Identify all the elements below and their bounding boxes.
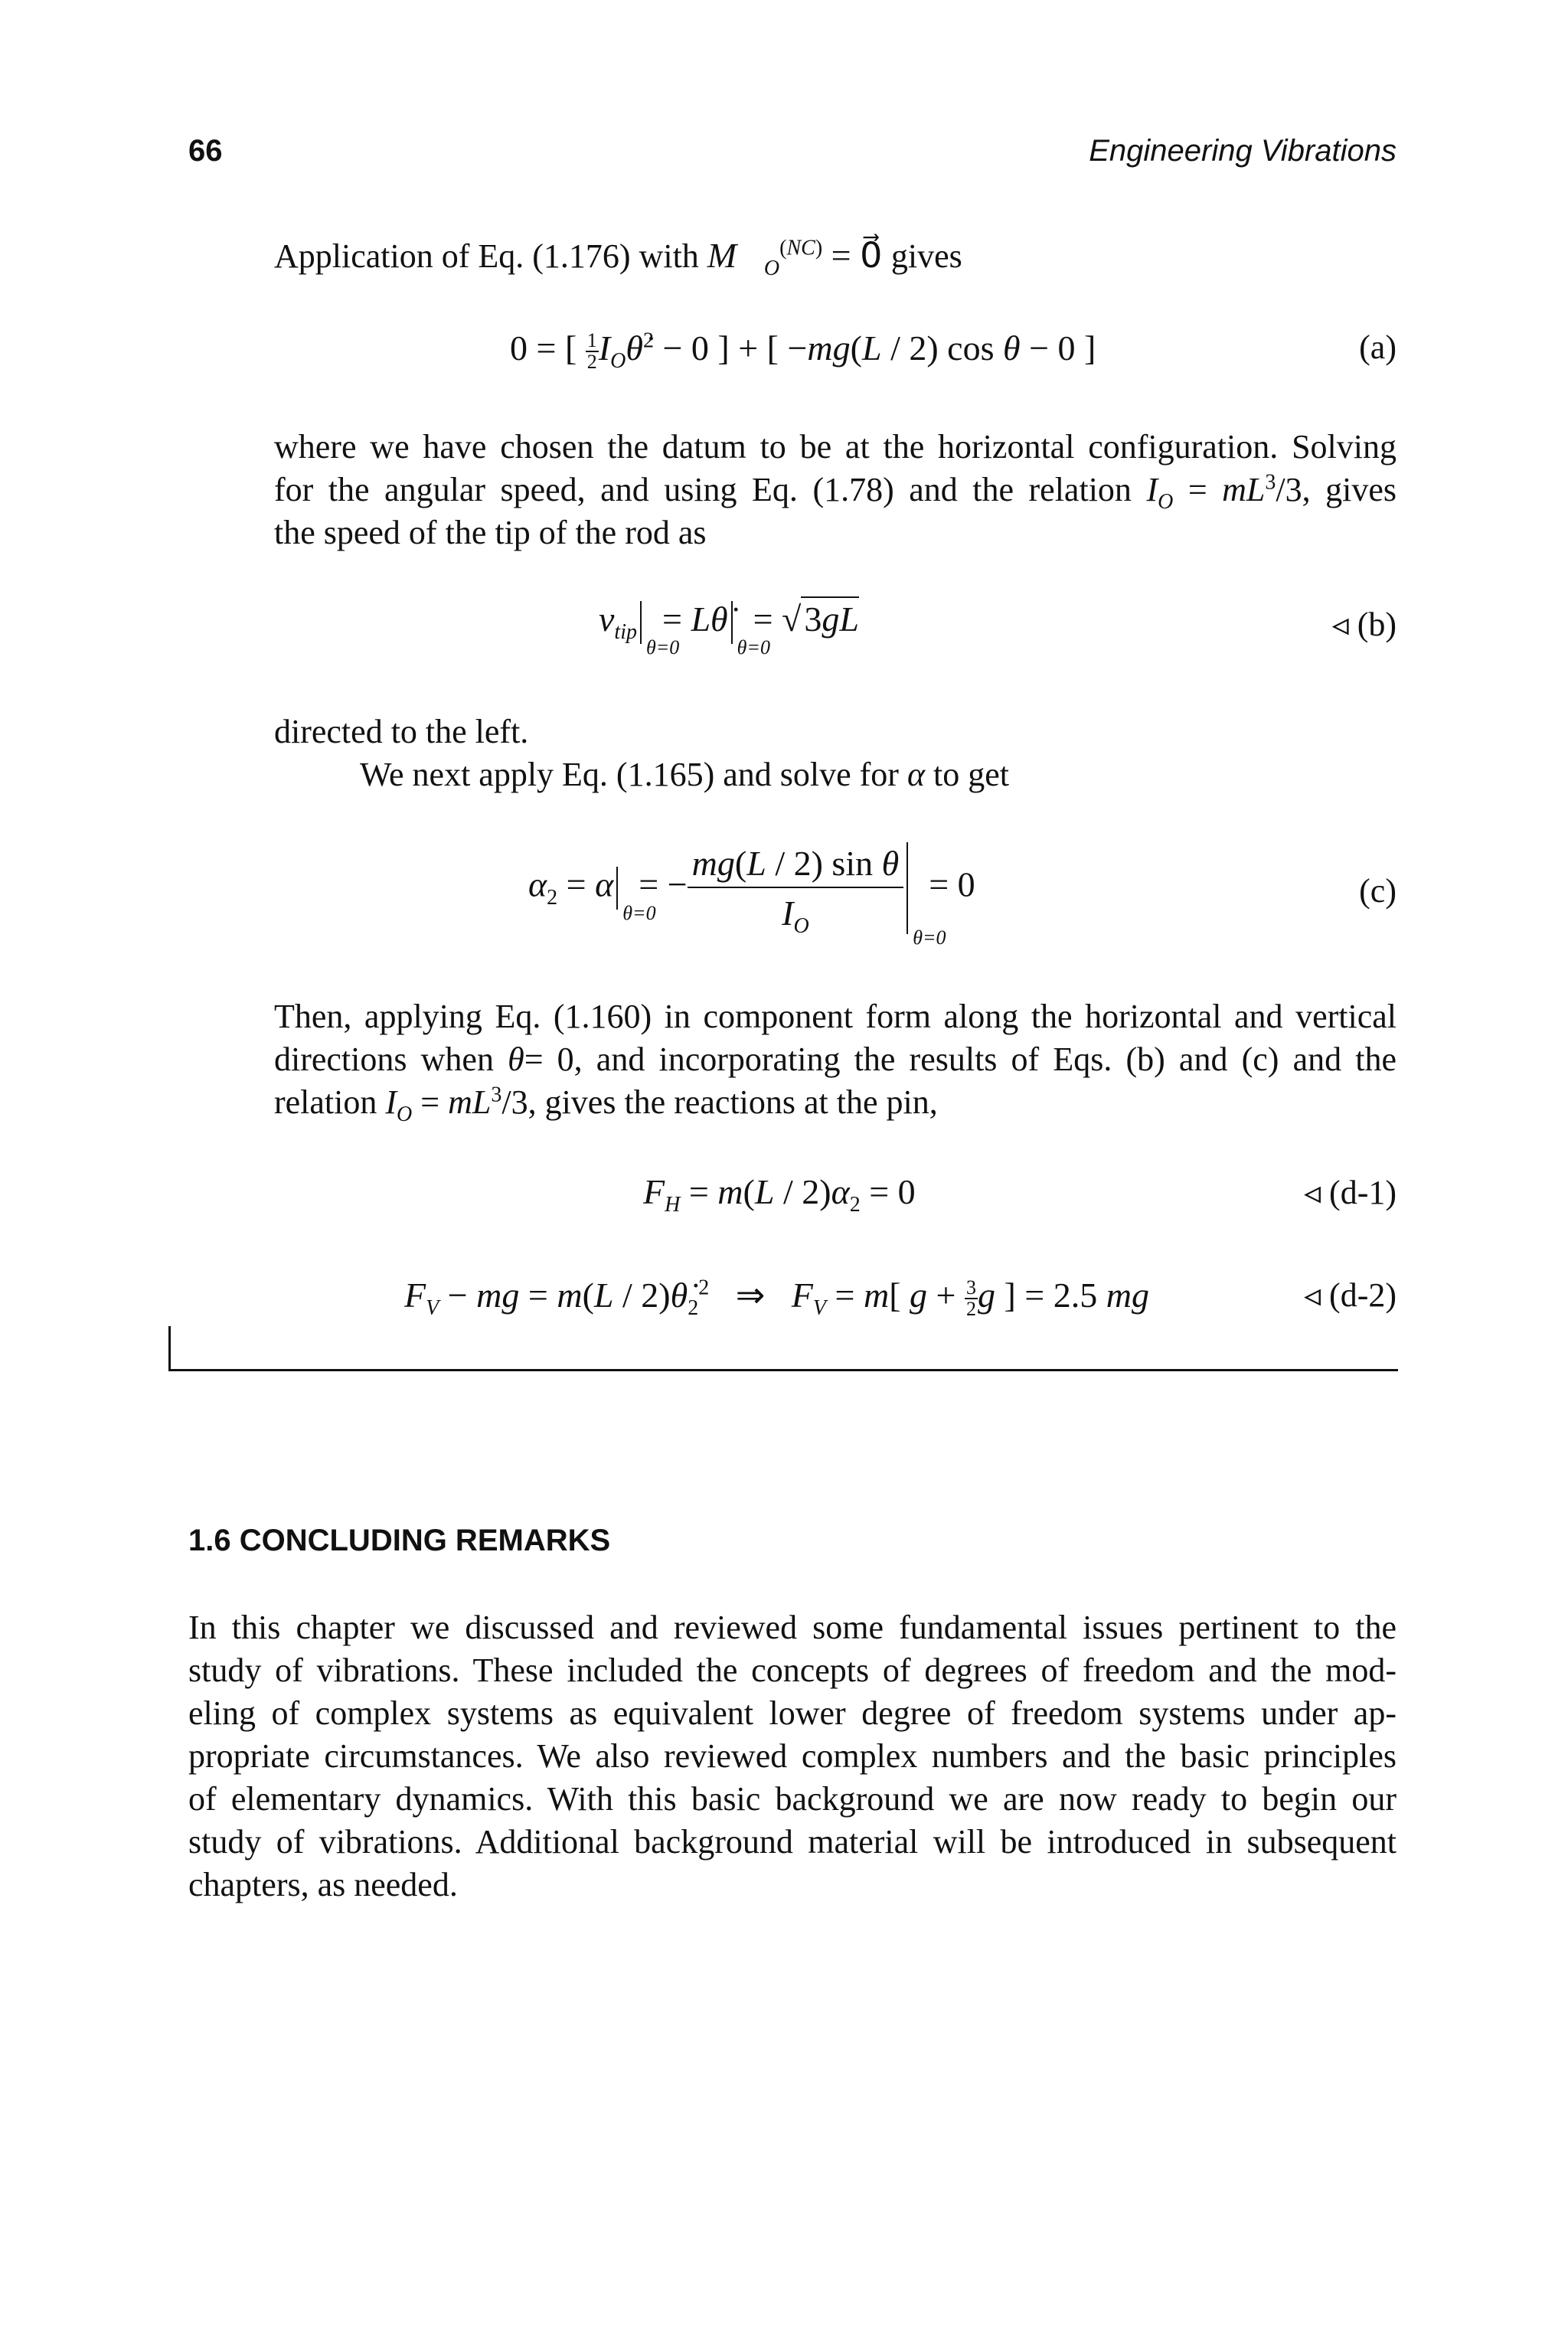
intro-line	[274, 234, 962, 281]
concluding-line: In this chapter we discussed and reviewed some fundamental issues pertinent to the	[188, 1609, 1396, 1646]
inertia-relation: $I_O = mL^3$	[1146, 470, 1276, 514]
equation-d2-label: ◃ (d-2)	[1303, 1276, 1396, 1314]
paragraph-2-line-2	[274, 1038, 1396, 1081]
example-end-tick	[168, 1326, 171, 1371]
concluding-line: of elementary dynamics. With this basic background we are now ready to begin our	[188, 1780, 1396, 1818]
equation-a-label: (a)	[1359, 328, 1396, 366]
equation-d1-label: ◃ (d-1)	[1303, 1174, 1396, 1211]
concluding-line: study of vibrations. These included the concepts of degrees of freedom and the mod-	[188, 1652, 1396, 1689]
equation-b: $v_{tip}$ θ=0 = Lθ̇ θ=0 = √3gL	[599, 599, 859, 644]
theta-symbol: θ	[508, 1041, 524, 1078]
concluding-line: chapters, as needed.	[188, 1866, 458, 1903]
example-end-rule	[168, 1369, 1398, 1371]
inertia-relation-2: $I_O = mL^3$	[385, 1083, 502, 1126]
next-apply-text: We next apply Eq. (1.165) and solve for	[360, 756, 899, 793]
paragraph-1-line-1: where we have chosen the datum to be at the horizontal configuration. Solving	[274, 428, 1396, 466]
equation-b-label: ◃ (b)	[1331, 606, 1396, 643]
paragraph-1-line-2-text: for the angular speed, and using Eq. (1.78) and the relation	[274, 471, 1132, 508]
paragraph-2-line-3	[274, 1081, 1396, 1124]
paragraph-1-line-2-tail: /3, gives	[1276, 471, 1397, 508]
page-number: 66	[188, 134, 223, 168]
paragraph-2-line-2-tail: = 0, and incorporating the results of Eqs. (b) and (c) and the	[524, 1041, 1396, 1078]
direction-line: directed to the left.	[274, 713, 529, 750]
paragraph-1-line-2	[274, 469, 1397, 514]
intro-suffix: gives	[890, 237, 962, 275]
concluding-line: propriate circumstances. We also reviewed complex numbers and the basic principles	[188, 1737, 1396, 1775]
equation-c-label: (c)	[1359, 872, 1396, 910]
equation-a: 0 = [ $\frac{1}{2}$ $I_O\thetȧ^2 - 0$ ] + [ −mg(L / 2) cos θ − 0 ]	[510, 328, 1096, 374]
concluding-line: eling of complex systems as equivalent lower degree of freedom systems under ap-	[188, 1694, 1396, 1732]
equation-d1: $F_H = m(L / 2)\alpha_2 = 0$	[643, 1172, 916, 1217]
intro-prefix: Application of Eq. (1.176) with	[274, 237, 699, 275]
next-apply-line	[360, 755, 1009, 794]
paragraph-2-line-1: Then, applying Eq. (1.160) in component form along the horizontal and vertical	[274, 998, 1396, 1035]
paragraph-2-line-3-tail: /3, gives the reactions at the pin,	[501, 1083, 938, 1121]
equation-d2: $F_V$ − mg = $m(L / 2)\thetȧ_2^2$ ⇒ $F_V = m$[ g + $\frac{3}{2}$ g ] = 2.5 mg	[404, 1276, 1149, 1321]
equation-c: $\alpha_2 = \alpha$ θ=0 = − $\frac{\text{mg(L / 2) sin θ}}{I_O}$ θ=0 = 0	[528, 844, 975, 949]
paragraph-1-line-3: the speed of the tip of the rod as	[274, 514, 707, 551]
concluding-line: study of vibrations. Additional background material will be introduced in subsequent	[188, 1823, 1396, 1861]
moment-expression: $M⃗_O^{(NC)}$ = 0⃗	[707, 236, 891, 281]
next-apply-tail: to get	[933, 756, 1010, 793]
paragraph-1	[274, 426, 1396, 554]
concluding-paragraph	[188, 1606, 1396, 1906]
paragraph-2	[274, 995, 1396, 1124]
section-heading: 1.6 CONCLUDING REMARKS	[188, 1524, 611, 1557]
paragraph-2-line-3-text: relation	[274, 1083, 377, 1121]
running-title: Engineering Vibrations	[1089, 134, 1396, 168]
paragraph-2-line-2-text: directions when	[274, 1041, 494, 1078]
alpha-symbol: α	[906, 756, 926, 793]
